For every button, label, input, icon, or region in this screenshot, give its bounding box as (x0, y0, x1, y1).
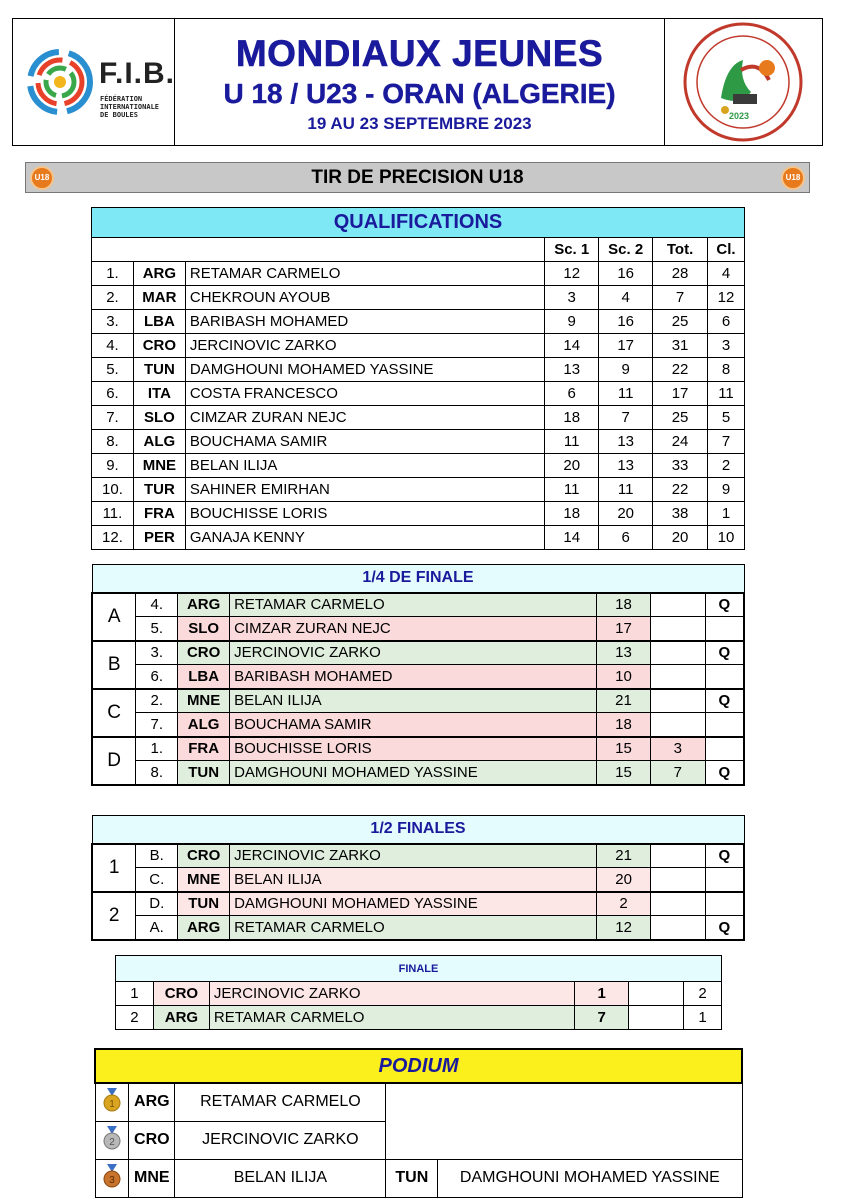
name-cell: RETAMAR CARMELO (209, 1006, 574, 1030)
rank-cell: 2 (684, 982, 722, 1006)
name-cell: BOUCHISSE LORIS (185, 502, 544, 526)
score-cell: 20 (597, 868, 651, 892)
extra-score-cell (650, 593, 705, 617)
classement-cell: 12 (708, 286, 745, 310)
name-cell: BARIBASH MOHAMED (230, 665, 597, 689)
extra-score-cell (650, 892, 705, 916)
podium-bronze-row (95, 1159, 742, 1197)
score-cell: 2 (597, 892, 651, 916)
country-cell: TUN (178, 892, 230, 916)
total-cell: 25 (653, 310, 708, 334)
extra-score-cell: 3 (650, 737, 705, 761)
rank-cell: 12. (92, 526, 134, 550)
name-cell: JERCINOVIC ZARKO (230, 641, 597, 665)
score-cell: 15 (597, 761, 651, 785)
score1-cell: 18 (545, 406, 599, 430)
extra-score-cell (650, 844, 705, 868)
qualified-cell (705, 665, 744, 689)
position-cell: 2 (116, 1006, 154, 1030)
table-row (92, 334, 745, 358)
rank-cell: 1. (92, 262, 134, 286)
score-cell: 21 (597, 844, 651, 868)
group-label: 1 (92, 844, 136, 892)
table-row (92, 502, 745, 526)
rank-cell: 1 (684, 1006, 722, 1030)
match-row (92, 689, 744, 713)
final-row (116, 982, 722, 1006)
match-row (92, 713, 744, 737)
rank-cell: 2. (92, 286, 134, 310)
score1-cell: 12 (545, 262, 599, 286)
match-row (92, 665, 744, 689)
qualified-cell: Q (705, 844, 744, 868)
qualified-cell: Q (705, 641, 744, 665)
total-cell: 25 (653, 406, 708, 430)
total-cell: 31 (653, 334, 708, 358)
col-tot: Tot. (653, 238, 708, 262)
rank-cell: 5. (92, 358, 134, 382)
silver-medal-icon (103, 1126, 121, 1148)
score-cell: 21 (597, 689, 651, 713)
country-cell: SLO (178, 617, 230, 641)
country-cell: FRA (133, 502, 185, 526)
classement-cell: 11 (708, 382, 745, 406)
col-sc1: Sc. 1 (545, 238, 599, 262)
score1-cell: 20 (545, 454, 599, 478)
podium-bronze2-country: TUN (386, 1159, 438, 1197)
podium-gold-country: ARG (129, 1083, 175, 1121)
name-cell: JERCINOVIC ZARKO (185, 334, 544, 358)
quarter-body (92, 593, 744, 785)
podium-table (94, 1048, 743, 1198)
table-row (92, 286, 745, 310)
podium-bronze1-country: MNE (129, 1159, 175, 1197)
position-cell: 1 (116, 982, 154, 1006)
country-cell: CRO (133, 334, 185, 358)
country-cell: ARG (178, 593, 230, 617)
country-cell: ITA (133, 382, 185, 406)
qualifications-table (91, 207, 745, 550)
event-dates: 19 AU 23 SEPTEMBRE 2023 (307, 114, 532, 133)
match-row (92, 737, 744, 761)
seed-cell: C. (136, 868, 178, 892)
country-cell: SLO (133, 406, 185, 430)
semi-final-table (91, 815, 745, 941)
country-cell: FRA (178, 737, 230, 761)
final-row (116, 1006, 722, 1030)
match-row (92, 641, 744, 665)
name-cell: JERCINOVIC ZARKO (230, 844, 597, 868)
country-cell: LBA (178, 665, 230, 689)
country-cell: TUR (133, 478, 185, 502)
rank-cell: 10. (92, 478, 134, 502)
extra-score-cell (650, 617, 705, 641)
score-cell: 18 (597, 593, 651, 617)
seed-cell: 5. (136, 617, 178, 641)
quarter-final-table (91, 564, 745, 786)
score-cell: 18 (597, 713, 651, 737)
score-cell: 12 (597, 916, 651, 940)
name-cell: CHEKROUN AYOUB (185, 286, 544, 310)
country-cell: MNE (178, 868, 230, 892)
score2-cell: 20 (599, 502, 653, 526)
name-cell: CIMZAR ZURAN NEJC (185, 406, 544, 430)
score1-cell: 11 (545, 430, 599, 454)
extra-score-cell (650, 916, 705, 940)
qualified-cell (705, 892, 744, 916)
podium-silver-country: CRO (129, 1121, 175, 1159)
classement-cell: 7 (708, 430, 745, 454)
name-cell: DAMGHOUNI MOHAMED YASSINE (230, 892, 597, 916)
classement-cell: 9 (708, 478, 745, 502)
rank-cell: 11. (92, 502, 134, 526)
name-cell: JERCINOVIC ZARKO (209, 982, 574, 1006)
name-cell: GANAJA KENNY (185, 526, 544, 550)
name-cell: BOUCHAMA SAMIR (185, 430, 544, 454)
bronze-medal-number: 3 (109, 1175, 115, 1186)
final-table (115, 955, 722, 1030)
final-title: FINALE (116, 956, 722, 982)
country-cell: ARG (178, 916, 230, 940)
quarter-title: 1/4 DE FINALE (92, 565, 744, 593)
score2-cell: 6 (599, 526, 653, 550)
table-row (92, 478, 745, 502)
name-cell: BELAN ILIJA (230, 868, 597, 892)
name-cell: CIMZAR ZURAN NEJC (230, 617, 597, 641)
country-cell: ALG (133, 430, 185, 454)
qualified-cell: Q (705, 689, 744, 713)
country-cell: ALG (178, 713, 230, 737)
country-cell: CRO (178, 844, 230, 868)
qualified-cell: Q (705, 593, 744, 617)
extra-score-cell (650, 641, 705, 665)
gold-medal-icon (103, 1088, 121, 1110)
table-row (92, 358, 745, 382)
classement-cell: 8 (708, 358, 745, 382)
rank-cell: 3. (92, 310, 134, 334)
semi-body (92, 844, 744, 940)
classement-cell: 2 (708, 454, 745, 478)
name-cell: RETAMAR CARMELO (230, 593, 597, 617)
extra-score-cell (650, 689, 705, 713)
table-row (92, 526, 745, 550)
name-cell: RETAMAR CARMELO (230, 916, 597, 940)
name-cell: DAMGHOUNI MOHAMED YASSINE (185, 358, 544, 382)
table-row (92, 406, 745, 430)
silver-medal-number: 2 (109, 1137, 115, 1148)
score-cell: 15 (597, 737, 651, 761)
header-box (12, 18, 823, 146)
header-titles (175, 19, 664, 145)
name-cell: BELAN ILIJA (230, 689, 597, 713)
page-title: MONDIAUX JEUNES (235, 33, 604, 74)
extra-score-cell (650, 713, 705, 737)
seed-cell: 7. (136, 713, 178, 737)
score1-cell: 18 (545, 502, 599, 526)
seed-cell: D. (136, 892, 178, 916)
event-logo (664, 19, 822, 145)
country-cell: TUN (178, 761, 230, 785)
name-cell: DAMGHOUNI MOHAMED YASSINE (230, 761, 597, 785)
classement-cell: 5 (708, 406, 745, 430)
u18-badge-left: U18 (30, 166, 54, 190)
match-row (92, 844, 744, 868)
country-cell: LBA (133, 310, 185, 334)
event-emblem-icon (681, 20, 805, 144)
seed-cell: 1. (136, 737, 178, 761)
score2-cell: 9 (599, 358, 653, 382)
qualified-cell (705, 868, 744, 892)
fib-logo (13, 19, 175, 145)
qualified-cell (705, 713, 744, 737)
total-cell: 22 (653, 358, 708, 382)
gold-medal-number: 1 (109, 1099, 115, 1111)
country-cell: CRO (153, 982, 209, 1006)
score2-cell: 4 (599, 286, 653, 310)
score2-cell: 16 (599, 310, 653, 334)
u18-badge-right: U18 (781, 166, 805, 190)
country-cell: MAR (133, 286, 185, 310)
section-title-bar (25, 162, 810, 193)
fib-logo-text: F.I.B. (99, 57, 176, 90)
name-cell: SAHINER EMIRHAN (185, 478, 544, 502)
country-cell: ARG (153, 1006, 209, 1030)
table-row (92, 382, 745, 406)
score-cell: 7 (575, 1006, 629, 1030)
table-row (92, 454, 745, 478)
score1-cell: 3 (545, 286, 599, 310)
extra-score-cell (629, 982, 684, 1006)
podium-silver-name: JERCINOVIC ZARKO (175, 1121, 386, 1159)
name-cell: BELAN ILIJA (185, 454, 544, 478)
classement-cell: 6 (708, 310, 745, 334)
score2-cell: 11 (599, 382, 653, 406)
extra-score-cell (650, 868, 705, 892)
qualified-cell (705, 617, 744, 641)
group-label: A (92, 593, 136, 641)
qualifications-body (92, 262, 745, 550)
seed-cell: 8. (136, 761, 178, 785)
score-cell: 17 (597, 617, 651, 641)
fib-logo-sub2: INTERNATIONALE (100, 103, 160, 111)
match-row (92, 617, 744, 641)
podium-gold-row (95, 1083, 742, 1121)
table-row (92, 430, 745, 454)
score1-cell: 14 (545, 526, 599, 550)
podium-bronze1-name: BELAN ILIJA (175, 1159, 386, 1197)
col-sc2: Sc. 2 (599, 238, 653, 262)
qualified-cell (705, 737, 744, 761)
extra-score-cell (629, 1006, 684, 1030)
podium-bronze2-name: DAMGHOUNI MOHAMED YASSINE (438, 1159, 742, 1197)
name-cell: RETAMAR CARMELO (185, 262, 544, 286)
seed-cell: 6. (136, 665, 178, 689)
match-row (92, 868, 744, 892)
seed-cell: 3. (136, 641, 178, 665)
match-row (92, 761, 744, 785)
match-row (92, 916, 744, 940)
match-row (92, 593, 744, 617)
total-cell: 17 (653, 382, 708, 406)
table-row (92, 262, 745, 286)
group-label: C (92, 689, 136, 737)
event-logo-year: 2023 (729, 111, 750, 121)
classement-cell: 1 (708, 502, 745, 526)
classement-cell: 10 (708, 526, 745, 550)
extra-score-cell (650, 665, 705, 689)
seed-cell: B. (136, 844, 178, 868)
score1-cell: 14 (545, 334, 599, 358)
qualified-cell: Q (705, 761, 744, 785)
seed-cell: 2. (136, 689, 178, 713)
country-cell: TUN (133, 358, 185, 382)
fib-logo-sub3: DE BOULES (100, 111, 138, 119)
page-subtitle: U 18 / U23 - ORAN (ALGERIE) (223, 78, 616, 109)
rank-cell: 8. (92, 430, 134, 454)
score-cell: 10 (597, 665, 651, 689)
score2-cell: 13 (599, 454, 653, 478)
total-cell: 38 (653, 502, 708, 526)
match-row (92, 892, 744, 916)
qualified-cell: Q (705, 916, 744, 940)
name-cell: BARIBASH MOHAMED (185, 310, 544, 334)
total-cell: 22 (653, 478, 708, 502)
score1-cell: 6 (545, 382, 599, 406)
section-title: TIR DE PRECISION U18 (311, 167, 524, 188)
qualifications-title: QUALIFICATIONS (92, 208, 745, 238)
classement-cell: 3 (708, 334, 745, 358)
country-cell: PER (133, 526, 185, 550)
rank-cell: 6. (92, 382, 134, 406)
country-cell: MNE (178, 689, 230, 713)
score2-cell: 17 (599, 334, 653, 358)
total-cell: 28 (653, 262, 708, 286)
score2-cell: 13 (599, 430, 653, 454)
table-row (92, 310, 745, 334)
total-cell: 24 (653, 430, 708, 454)
podium-gold-name: RETAMAR CARMELO (175, 1083, 386, 1121)
seed-cell: 4. (136, 593, 178, 617)
extra-score-cell: 7 (650, 761, 705, 785)
rank-cell: 7. (92, 406, 134, 430)
group-label: D (92, 737, 136, 785)
score2-cell: 16 (599, 262, 653, 286)
bronze-medal-icon (103, 1164, 121, 1186)
country-cell: ARG (133, 262, 185, 286)
classement-cell: 4 (708, 262, 745, 286)
score1-cell: 11 (545, 478, 599, 502)
total-cell: 33 (653, 454, 708, 478)
score2-cell: 11 (599, 478, 653, 502)
final-body (116, 982, 722, 1030)
name-cell: BOUCHAMA SAMIR (230, 713, 597, 737)
group-label: B (92, 641, 136, 689)
score1-cell: 13 (545, 358, 599, 382)
total-cell: 20 (653, 526, 708, 550)
score-cell: 1 (575, 982, 629, 1006)
col-cl: Cl. (708, 238, 745, 262)
score-cell: 13 (597, 641, 651, 665)
score2-cell: 7 (599, 406, 653, 430)
total-cell: 7 (653, 286, 708, 310)
podium-title: PODIUM (95, 1049, 742, 1083)
country-cell: MNE (133, 454, 185, 478)
country-cell: CRO (178, 641, 230, 665)
name-cell: COSTA FRANCESCO (185, 382, 544, 406)
name-cell: BOUCHISSE LORIS (230, 737, 597, 761)
rank-cell: 4. (92, 334, 134, 358)
score1-cell: 9 (545, 310, 599, 334)
group-label: 2 (92, 892, 136, 940)
fib-logo-sub1: FÉDÉRATION (100, 95, 143, 103)
seed-cell: A. (136, 916, 178, 940)
semi-title: 1/2 FINALES (92, 816, 744, 844)
rank-cell: 9. (92, 454, 134, 478)
fib-emblem-icon (25, 37, 95, 127)
